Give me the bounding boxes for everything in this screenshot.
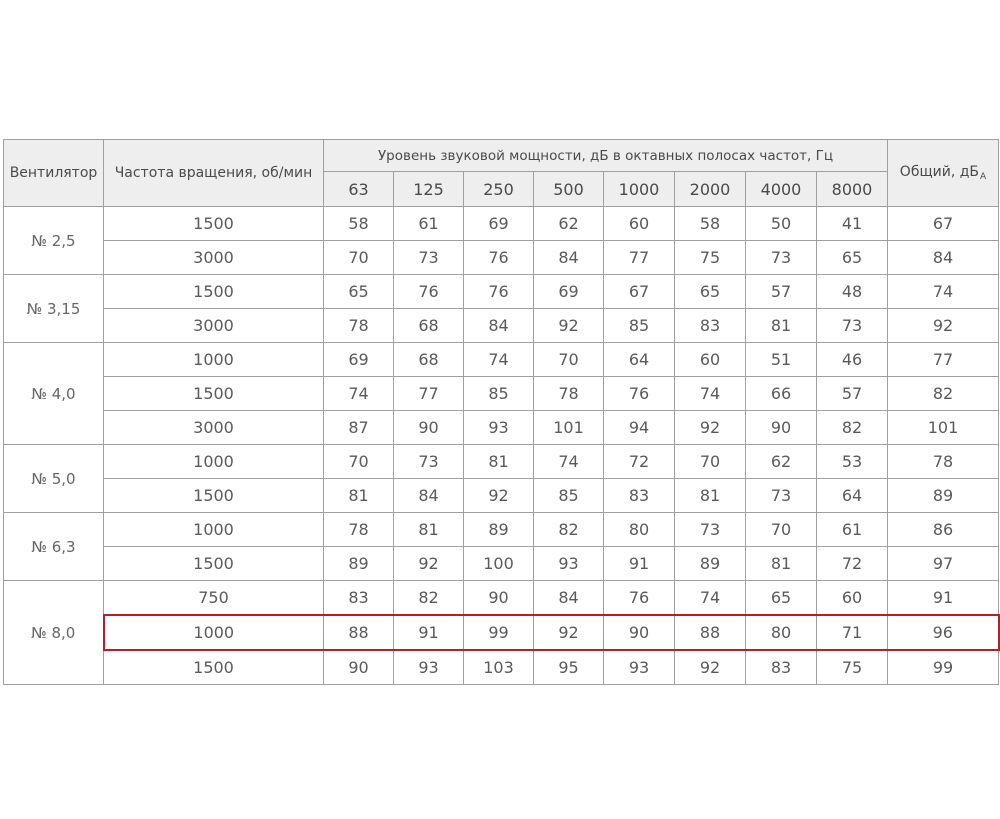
band-value-cell: 60 — [675, 343, 746, 377]
rpm-cell: 1000 — [104, 615, 324, 650]
band-value-cell: 81 — [746, 547, 817, 581]
band-value-cell: 93 — [604, 650, 675, 685]
band-value-cell: 92 — [534, 309, 604, 343]
table-row — [4, 241, 999, 275]
band-value-cell: 73 — [817, 309, 888, 343]
header-band-125: 125 — [394, 172, 464, 207]
total-value-cell: 86 — [888, 513, 999, 547]
table-row — [4, 547, 999, 581]
band-value-cell: 83 — [675, 309, 746, 343]
band-value-cell: 92 — [394, 547, 464, 581]
band-value-cell: 72 — [817, 547, 888, 581]
band-value-cell: 90 — [604, 615, 675, 650]
band-value-cell: 88 — [675, 615, 746, 650]
sound-power-table — [3, 139, 1000, 685]
band-value-cell: 73 — [394, 445, 464, 479]
band-value-cell: 91 — [394, 615, 464, 650]
band-value-cell: 74 — [464, 343, 534, 377]
band-value-cell: 76 — [394, 275, 464, 309]
band-value-cell: 62 — [534, 207, 604, 241]
band-value-cell: 70 — [675, 445, 746, 479]
rpm-cell: 1000 — [104, 343, 324, 377]
band-value-cell: 57 — [817, 377, 888, 411]
total-value-cell: 99 — [888, 650, 999, 685]
band-value-cell: 90 — [464, 581, 534, 616]
band-value-cell: 80 — [604, 513, 675, 547]
band-value-cell: 73 — [746, 479, 817, 513]
band-value-cell: 68 — [394, 343, 464, 377]
fan-model-cell: № 2,5 — [4, 207, 104, 275]
band-value-cell: 71 — [817, 615, 888, 650]
band-value-cell: 85 — [604, 309, 675, 343]
band-value-cell: 92 — [534, 615, 604, 650]
table-row — [4, 275, 999, 309]
band-value-cell: 60 — [604, 207, 675, 241]
band-value-cell: 90 — [394, 411, 464, 445]
band-value-cell: 61 — [394, 207, 464, 241]
band-value-cell: 88 — [324, 615, 394, 650]
band-value-cell: 100 — [464, 547, 534, 581]
rpm-cell: 1500 — [104, 547, 324, 581]
band-value-cell: 60 — [817, 581, 888, 616]
table-header — [4, 140, 999, 207]
band-value-cell: 70 — [534, 343, 604, 377]
band-value-cell: 65 — [746, 581, 817, 616]
total-value-cell: 78 — [888, 445, 999, 479]
band-value-cell: 62 — [746, 445, 817, 479]
header-total-label: Общий, дБ — [899, 164, 980, 180]
table-row — [4, 479, 999, 513]
total-value-cell: 84 — [888, 241, 999, 275]
total-value-cell: 101 — [888, 411, 999, 445]
band-value-cell: 51 — [746, 343, 817, 377]
band-value-cell: 101 — [534, 411, 604, 445]
fan-model-cell: № 8,0 — [4, 581, 104, 685]
total-value-cell: 89 — [888, 479, 999, 513]
total-value-cell: 96 — [888, 615, 999, 650]
band-value-cell: 53 — [817, 445, 888, 479]
rpm-cell: 1000 — [104, 513, 324, 547]
band-value-cell: 69 — [464, 207, 534, 241]
rpm-cell: 1500 — [104, 207, 324, 241]
band-value-cell: 82 — [394, 581, 464, 616]
band-value-cell: 91 — [604, 547, 675, 581]
header-rpm: Частота вращения, об/мин — [104, 140, 324, 207]
band-value-cell: 90 — [746, 411, 817, 445]
rpm-cell: 1500 — [104, 377, 324, 411]
fan-model-cell: № 3,15 — [4, 275, 104, 343]
header-sound-level: Уровень звуковой мощности, дБ в октавных полосах частот, Гц — [324, 140, 888, 172]
band-value-cell: 77 — [604, 241, 675, 275]
band-value-cell: 84 — [534, 241, 604, 275]
band-value-cell: 78 — [534, 377, 604, 411]
band-value-cell: 81 — [394, 513, 464, 547]
table-row — [4, 513, 999, 547]
band-value-cell: 99 — [464, 615, 534, 650]
band-value-cell: 84 — [534, 581, 604, 616]
total-value-cell: 97 — [888, 547, 999, 581]
band-value-cell: 83 — [746, 650, 817, 685]
band-value-cell: 81 — [324, 479, 394, 513]
band-value-cell: 94 — [604, 411, 675, 445]
band-value-cell: 68 — [394, 309, 464, 343]
table-row — [4, 377, 999, 411]
band-value-cell: 85 — [534, 479, 604, 513]
band-value-cell: 58 — [675, 207, 746, 241]
band-value-cell: 72 — [604, 445, 675, 479]
band-value-cell: 83 — [324, 581, 394, 616]
band-value-cell: 69 — [324, 343, 394, 377]
band-value-cell: 85 — [464, 377, 534, 411]
table-row — [4, 411, 999, 445]
band-value-cell: 64 — [604, 343, 675, 377]
band-value-cell: 74 — [675, 377, 746, 411]
header-fan: Вентилятор — [4, 140, 104, 207]
rpm-cell: 750 — [104, 581, 324, 616]
band-value-cell: 64 — [817, 479, 888, 513]
rpm-cell: 3000 — [104, 309, 324, 343]
band-value-cell: 76 — [464, 241, 534, 275]
header-band-4000: 4000 — [746, 172, 817, 207]
total-value-cell: 82 — [888, 377, 999, 411]
band-value-cell: 92 — [464, 479, 534, 513]
band-value-cell: 73 — [394, 241, 464, 275]
band-value-cell: 78 — [324, 513, 394, 547]
band-value-cell: 76 — [464, 275, 534, 309]
band-value-cell: 81 — [746, 309, 817, 343]
header-band-250: 250 — [464, 172, 534, 207]
band-value-cell: 48 — [817, 275, 888, 309]
band-value-cell: 74 — [324, 377, 394, 411]
band-value-cell: 65 — [817, 241, 888, 275]
band-value-cell: 50 — [746, 207, 817, 241]
band-value-cell: 78 — [324, 309, 394, 343]
band-value-cell: 83 — [604, 479, 675, 513]
band-value-cell: 70 — [324, 241, 394, 275]
band-value-cell: 81 — [675, 479, 746, 513]
band-value-cell: 58 — [324, 207, 394, 241]
band-value-cell: 89 — [464, 513, 534, 547]
header-total — [888, 140, 999, 207]
table-row — [4, 581, 999, 616]
band-value-cell: 61 — [817, 513, 888, 547]
band-value-cell: 65 — [675, 275, 746, 309]
band-value-cell: 87 — [324, 411, 394, 445]
total-value-cell: 91 — [888, 581, 999, 616]
band-value-cell: 73 — [675, 513, 746, 547]
rpm-cell: 3000 — [104, 411, 324, 445]
rpm-cell: 3000 — [104, 241, 324, 275]
band-value-cell: 76 — [604, 581, 675, 616]
band-value-cell: 82 — [534, 513, 604, 547]
header-band-500: 500 — [534, 172, 604, 207]
band-value-cell: 84 — [394, 479, 464, 513]
band-value-cell: 74 — [675, 581, 746, 616]
band-value-cell: 103 — [464, 650, 534, 685]
total-value-cell: 92 — [888, 309, 999, 343]
total-value-cell: 77 — [888, 343, 999, 377]
header-band-63: 63 — [324, 172, 394, 207]
band-value-cell: 92 — [675, 411, 746, 445]
table-row — [4, 615, 999, 650]
rpm-cell: 1500 — [104, 479, 324, 513]
band-value-cell: 82 — [817, 411, 888, 445]
band-value-cell: 74 — [534, 445, 604, 479]
band-value-cell: 93 — [464, 411, 534, 445]
band-value-cell: 57 — [746, 275, 817, 309]
sound-power-table-container — [3, 139, 998, 685]
band-value-cell: 95 — [534, 650, 604, 685]
total-value-cell: 67 — [888, 207, 999, 241]
band-value-cell: 84 — [464, 309, 534, 343]
table-body — [4, 207, 999, 685]
band-value-cell: 73 — [746, 241, 817, 275]
band-value-cell: 46 — [817, 343, 888, 377]
band-value-cell: 80 — [746, 615, 817, 650]
total-value-cell: 74 — [888, 275, 999, 309]
table-row — [4, 343, 999, 377]
band-value-cell: 65 — [324, 275, 394, 309]
fan-model-cell: № 6,3 — [4, 513, 104, 581]
band-value-cell: 66 — [746, 377, 817, 411]
band-value-cell: 75 — [675, 241, 746, 275]
band-value-cell: 89 — [324, 547, 394, 581]
band-value-cell: 75 — [817, 650, 888, 685]
fan-model-cell: № 5,0 — [4, 445, 104, 513]
band-value-cell: 89 — [675, 547, 746, 581]
band-value-cell: 77 — [394, 377, 464, 411]
band-value-cell: 67 — [604, 275, 675, 309]
band-value-cell: 93 — [394, 650, 464, 685]
band-value-cell: 93 — [534, 547, 604, 581]
band-value-cell: 70 — [324, 445, 394, 479]
header-band-1000: 1000 — [604, 172, 675, 207]
band-value-cell: 41 — [817, 207, 888, 241]
table-row — [4, 309, 999, 343]
header-band-8000: 8000 — [817, 172, 888, 207]
table-row — [4, 650, 999, 685]
band-value-cell: 81 — [464, 445, 534, 479]
table-row — [4, 445, 999, 479]
band-value-cell: 70 — [746, 513, 817, 547]
band-value-cell: 76 — [604, 377, 675, 411]
rpm-cell: 1500 — [104, 650, 324, 685]
band-value-cell: 90 — [324, 650, 394, 685]
band-value-cell: 69 — [534, 275, 604, 309]
header-band-2000: 2000 — [675, 172, 746, 207]
fan-model-cell: № 4,0 — [4, 343, 104, 445]
rpm-cell: 1000 — [104, 445, 324, 479]
header-total-subscript: А — [980, 172, 987, 182]
table-row — [4, 207, 999, 241]
band-value-cell: 92 — [675, 650, 746, 685]
rpm-cell: 1500 — [104, 275, 324, 309]
